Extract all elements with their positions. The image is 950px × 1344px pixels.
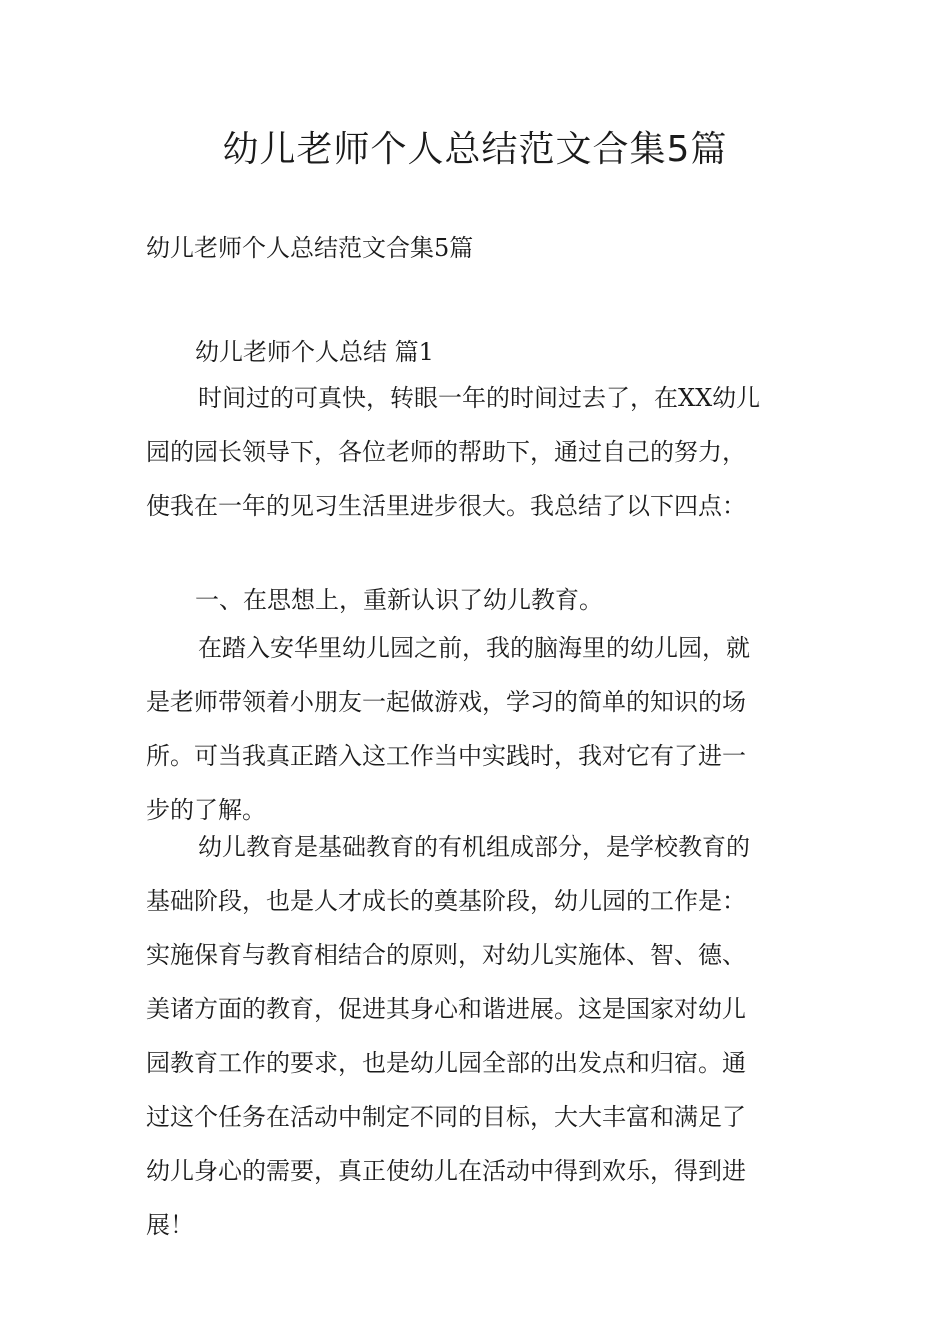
paragraph-three [146,820,808,1252]
paragraph-line: 所。可当我真正踏入这工作当中实践时，我对它有了进一 [146,742,746,770]
paragraph-line: 使我在一年的见习生活里进步很大。我总结了以下四点： [146,492,746,520]
paragraph-line: 过这个任务在活动中制定不同的目标，大大丰富和满足了 [146,1103,746,1131]
subheading-one: 一、在思想上，重新认识了幼儿教育。 [195,586,603,614]
paragraph-two [146,621,808,837]
document-subtitle: 幼儿老师个人总结范文合集5篇 [146,234,474,262]
paragraph-line: 美诸方面的教育，促进其身心和谐进展。这是国家对幼儿 [146,995,746,1023]
paragraph-line: 是老师带领着小朋友一起做游戏，学习的简单的知识的场 [146,688,746,716]
document-title: 幼儿老师个人总结范文合集5篇 [222,129,728,170]
paragraph-line: 实施保育与教育相结合的原则，对幼儿实施体、智、德、 [146,941,746,969]
paragraph-line: 在踏入安华里幼儿园之前，我的脑海里的幼儿园，就 [198,634,750,662]
paragraph-line: 步的了解。 [146,796,266,824]
paragraph-line: 幼儿教育是基础教育的有机组成部分，是学校教育的 [198,833,750,861]
intro-paragraph [146,371,808,533]
section-heading: 幼儿老师个人总结 篇1 [195,338,434,366]
paragraph-line: 幼儿身心的需要，真正使幼儿在活动中得到欢乐，得到进 [146,1157,746,1185]
paragraph-line: 基础阶段，也是人才成长的奠基阶段，幼儿园的工作是： [146,887,746,915]
paragraph-line: 时间过的可真快，转眼一年的时间过去了，在XX幼儿 [198,384,761,412]
paragraph-line: 园教育工作的要求，也是幼儿园全部的出发点和归宿。通 [146,1049,746,1077]
paragraph-line: 园的园长领导下，各位老师的帮助下，通过自己的努力， [146,438,746,466]
paragraph-line: 展！ [146,1211,194,1239]
